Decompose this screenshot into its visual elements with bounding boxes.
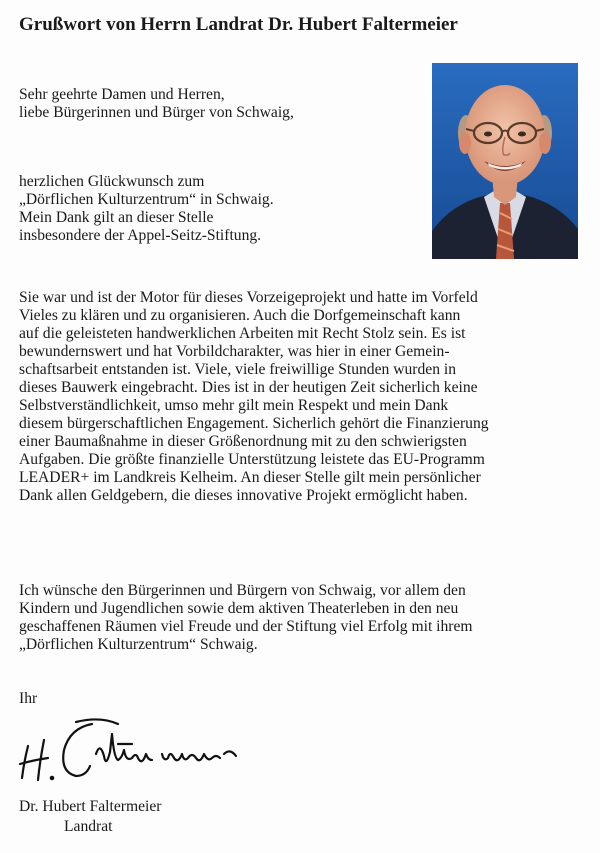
paragraph-line: geschaffenen Räumen viel Freude und der Stiftung viel Erfolg mit ihrem — [19, 618, 473, 635]
salutation-line: liebe Bürgerinnen und Bürger von Schwaig, — [19, 104, 294, 121]
signer-title: Landrat — [64, 818, 113, 835]
paragraph-line: Kindern und Jugendlichen sowie dem aktiven Theaterleben in den neu — [19, 600, 459, 617]
closing: Ihr — [19, 690, 38, 707]
paragraph-line: einer Baumaßnahme in dieser Größenordnung mit zu den schwierigsten — [19, 433, 467, 450]
paragraph-line: LEADER+ im Landkreis Kelheim. An dieser Stelle gilt mein persönlicher — [19, 469, 481, 486]
paragraph-line: Sie war und ist der Motor für dieses Vorzeigeprojekt und hatte im Vorfeld — [19, 289, 478, 306]
body-paragraph-2 — [19, 582, 473, 654]
paragraph-line: Ich wünsche den Bürgerinnen und Bürgern von Schwaig, vor allem den — [19, 582, 466, 599]
paragraph-line: Vieles zu klären und zu organisieren. Auch die Dorfgemeinschaft kann — [19, 307, 461, 324]
paragraph-line: Dank allen Geldgebern, die dieses innovative Projekt ermöglicht haben. — [19, 487, 468, 504]
greeting-line: insbesondere der Appel-Seitz-Stiftung. — [19, 227, 262, 244]
salutation-line: Sehr geehrte Damen und Herren, — [19, 86, 225, 103]
paragraph-line: Selbstverständlichkeit, umso mehr gilt mein Respekt und mein Dank — [19, 397, 449, 414]
greeting-line: Mein Dank gilt an dieser Stelle — [19, 209, 214, 226]
paragraph-line: diesem bürgerschaftlichen Engagement. Sicherlich gehört die Finanzierung — [19, 415, 489, 432]
body-paragraph-1 — [19, 289, 489, 505]
paragraph-line: dieses Bauwerk eingebracht. Dies ist in der heutigen Zeit sicherlich keine — [19, 379, 478, 396]
paragraph-line: auf die geleisteten handwerklichen Arbeiten mit Recht Stolz sein. Es ist — [19, 325, 466, 342]
paragraph-line: Aufgaben. Die größte finanzielle Unterstützung leistete das EU-Programm — [19, 451, 485, 468]
greeting-line: „Dörflichen Kulturzentrum“ in Schwaig. — [19, 191, 274, 208]
page-title: Grußwort von Herrn Landrat Dr. Hubert Faltermeier — [19, 14, 458, 35]
greeting-line: herzlichen Glückwunsch zum — [19, 173, 205, 190]
paragraph-line: bewundernswert und hat Vorbildcharakter, was hier in einer Gemein- — [19, 343, 450, 360]
signer-name: Dr. Hubert Faltermeier — [19, 798, 162, 815]
greeting-paragraph — [19, 173, 274, 245]
paragraph-line: schaftsarbeit entstanden ist. Viele, viele freiwillige Stunden wurden in — [19, 361, 457, 378]
salutation — [19, 86, 294, 122]
portrait-photo — [432, 63, 578, 259]
paragraph-line: „Dörflichen Kulturzentrum“ Schwaig. — [19, 636, 258, 653]
handwritten-signature — [14, 714, 254, 788]
